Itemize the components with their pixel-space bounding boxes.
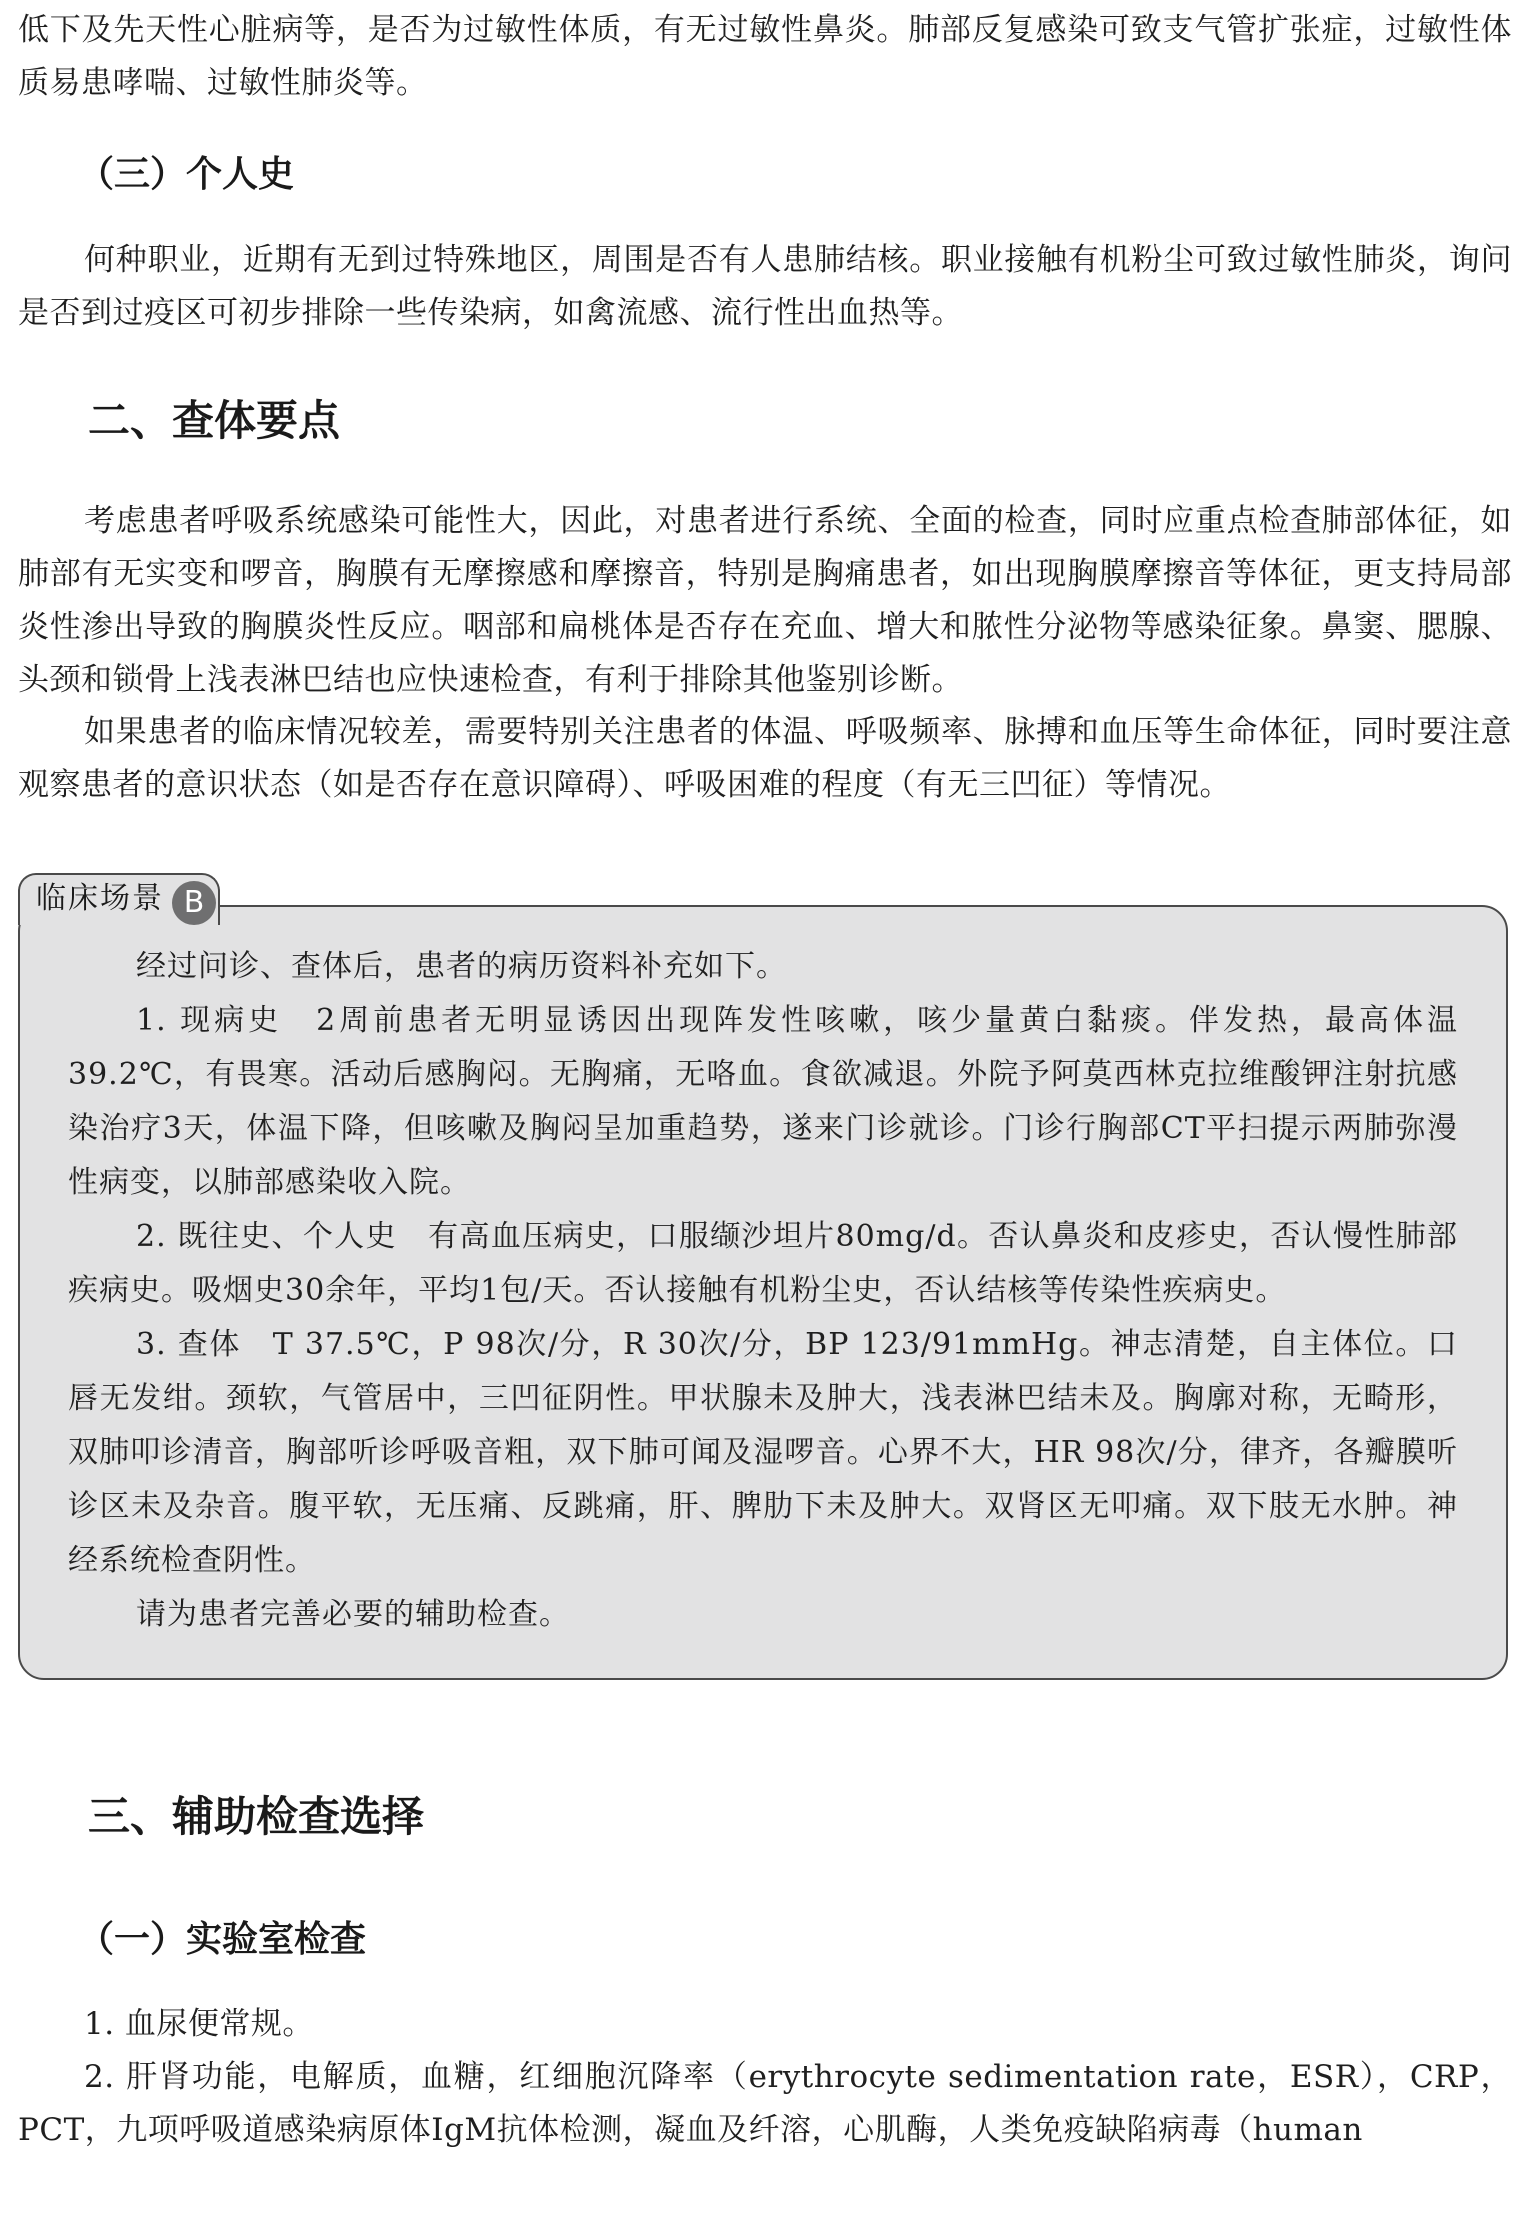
scenario-present-illness: 1. 现病史 2周前患者无明显诱因出现阵发性咳嗽，咳少量黄白黏痰。伴发热，最高体温39.2℃，有畏寒。活动后感胸闷。无胸痛，无咯血。食欲减退。外院予阿莫西林克拉维酸钾注射抗感染治疗3天，体温下降，但咳嗽及胸闷呈加重趋势，遂来门诊就诊。门诊行胸部CT平扫提示两肺弥漫性病变，以肺部感染收入院。 [68,1003,1458,1200]
scenario-badge-b: B [172,881,216,925]
physical-exam-para-2: 如果患者的临床情况较差，需要特别关注患者的体温、呼吸频率、脉搏和血压等生命体征，同时要注意观察患者的意识状态（如是否存在意识障碍）、呼吸困难的程度（有无三凹征）等情况。 [18,714,1512,803]
clinical-scenario-label: 临床场景 [36,881,164,916]
personal-history-text: 何种职业，近期有无到过特殊地区，周围是否有人患肺结核。职业接触有机粉尘可致过敏性肺炎，询问是否到过疫区可初步排除一些传染病，如禽流感、流行性出血热等。 [18,242,1512,331]
auxiliary-exam-heading: 三、辅助检查选择 [88,1792,425,1841]
scenario-past-history: 2. 既往史、个人史 有高血压病史，口服缬沙坦片80mg/d。否认鼻炎和皮疹史，否认慢性肺部疾病史。吸烟史30余年，平均1包/天。否认接触有机粉尘史，否认结核等传染性疾病史。 [68,1219,1458,1308]
personal-history-heading: （三）个人史 [78,154,295,195]
lab-item-2: 2. 肝肾功能，电解质，血糖，红细胞沉降率（erythrocyte sedimentation rate，ESR），CRP，PCT，九项呼吸道感染病原体IgM抗体检测，凝血及纤溶，心肌酶，人类免疫缺陷病毒（human [18,2059,1512,2148]
scenario-closing: 请为患者完善必要的辅助检查。 [136,1597,570,1632]
scenario-physical-exam: 3. 查体 T 37.5℃，P 98次/分，R 30次/分，BP 123/91mmHg。神志清楚，自主体位。口唇无发绀。颈软，气管居中，三凹征阴性。甲状腺未及肿大，浅表淋巴结未及。胸廓对称，无畸形，双肺叩诊清音，胸部听诊呼吸音粗，双下肺可闻及湿啰音。心界不大，HR 98次/分，律齐，各瓣膜听诊区未及杂音。腹平软，无压痛、反跳痛，肝、脾肋下未及肿大。双肾区无叩痛。双下肢无水肿。神经系统检查阴性。 [68,1327,1458,1578]
physical-exam-para-1: 考虑患者呼吸系统感染可能性大，因此，对患者进行系统、全面的检查，同时应重点检查肺部体征，如肺部有无实变和啰音，胸膜有无摩擦感和摩擦音，特别是胸痛患者，如出现胸膜摩擦音等体征，更支持局部炎性渗出导致的胸膜炎性反应。咽部和扁桃体是否存在充血、增大和脓性分泌物等感染征象。鼻窦、腮腺、头颈和锁骨上浅表淋巴结也应快速检查，有利于排除其他鉴别诊断。 [18,503,1512,698]
paragraph-allergy-history: 低下及先天性心脏病等，是否为过敏性体质，有无过敏性鼻炎。肺部反复感染可致支气管扩张症，过敏性体质易患哮喘、过敏性肺炎等。 [18,12,1512,101]
physical-exam-heading: 二、查体要点 [88,396,341,445]
lab-item-1: 1. 血尿便常规。 [84,2006,314,2042]
lab-exam-heading: （一）实验室检查 [78,1919,367,1960]
scenario-intro: 经过问诊、查体后，患者的病历资料补充如下。 [136,949,787,984]
